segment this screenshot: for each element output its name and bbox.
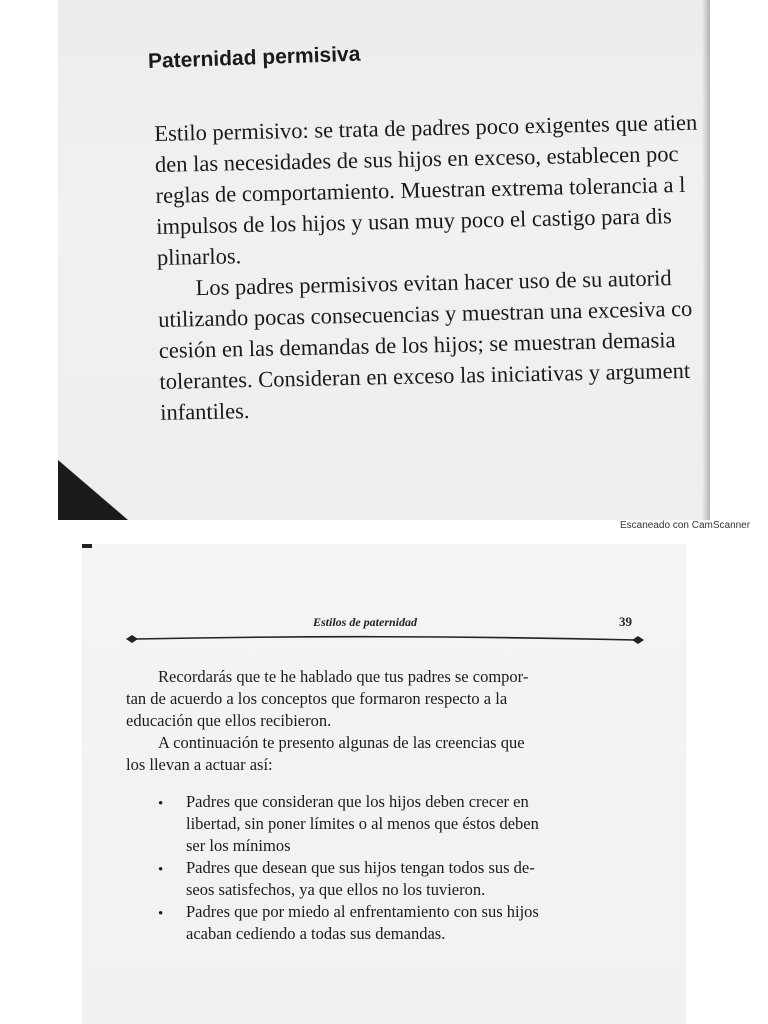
scanned-page-top — [58, 0, 710, 520]
list-item — [126, 857, 646, 901]
text-line: Padres que desean que sus hijos tengan todos sus de- — [186, 858, 535, 877]
section-heading: Paternidad permisiva — [147, 42, 361, 73]
bullet-icon: • — [158, 862, 164, 878]
text-line: utilizando pocas consecuencias y muestran una excesiva co — [157, 295, 693, 332]
text-line: infantiles. — [159, 398, 250, 425]
page-edge-shadow — [702, 0, 710, 520]
text-line: Padres que por miedo al enfrentamiento con sus hijos — [186, 902, 539, 921]
text-line: reglas de comportamiento. Muestran extrema tolerancia a l — [155, 171, 686, 208]
text-line: plinarlos. — [156, 243, 242, 270]
text-line: Padres que consideran que los hijos deben crecer en — [186, 792, 529, 811]
text-line: los llevan a actuar así: — [126, 755, 273, 774]
bullet-icon: • — [158, 906, 164, 922]
page-number: 39 — [619, 614, 632, 629]
decorative-rule — [126, 630, 646, 648]
text-line: educación que ellos recibieron. — [126, 711, 332, 730]
text-line: tolerantes. Consideran en exceso las iniciativas y argument — [159, 357, 691, 394]
list-item — [126, 791, 646, 857]
beliefs-list — [126, 791, 646, 945]
scanner-watermark: Escaneado con CamScanner — [620, 520, 751, 531]
text-line: seos satisfechos, ya que ellos no los tuvieron. — [186, 880, 486, 899]
text-line: ser los mínimos — [186, 836, 291, 855]
page2-body — [126, 666, 646, 945]
page-mark — [82, 544, 92, 548]
bullet-icon: • — [158, 796, 164, 812]
page1-body — [154, 106, 710, 428]
text-line: A continuación te presento algunas de las creencias que — [158, 733, 525, 752]
list-item — [126, 901, 646, 945]
running-head: Estilos de paternidad — [313, 615, 418, 629]
page-corner-shadow — [58, 460, 128, 520]
scanned-page-bottom — [82, 544, 686, 1024]
text-line: acaban cediendo a todas sus demandas. — [186, 924, 446, 943]
text-line: tan de acuerdo a los conceptos que formaron respecto a la — [126, 689, 508, 708]
text-line: Recordarás que te he hablado que tus padres se compor- — [158, 667, 529, 686]
text-line: Los padres permisivos evitan hacer uso de su autorid — [195, 265, 672, 301]
text-line: cesión en las demandas de los hijos; se muestran demasia — [158, 327, 676, 363]
text-line: impulsos de los hijos y usan muy poco el castigo para dis — [156, 203, 672, 239]
text-line: libertad, sin poner límites o al menos que éstos deben — [186, 814, 539, 833]
text-line: den las necesidades de sus hijos en exceso, establecen poc — [154, 141, 679, 177]
text-line: Estilo permisivo: se trata de padres poco exigentes que atien — [154, 109, 698, 146]
